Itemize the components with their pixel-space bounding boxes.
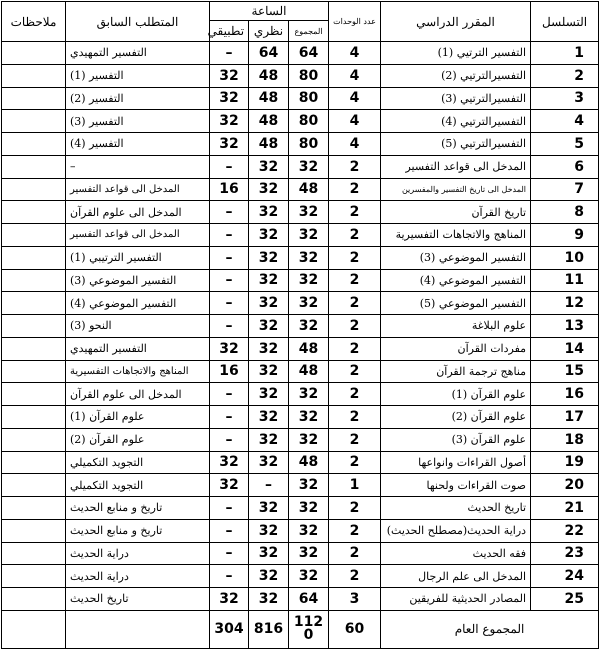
row-notes <box>2 246 66 269</box>
row-course: التفسيرالترتيي (3) <box>381 87 531 110</box>
row-serial: 7 <box>531 178 599 201</box>
row-prerequisite: التفسير (3) <box>66 110 210 133</box>
row-practical-hours: 16 <box>210 178 249 201</box>
row-course: فقه الحديث <box>381 542 531 565</box>
row-theory-hours: 32 <box>249 178 289 201</box>
row-notes <box>2 292 66 315</box>
row-units: 2 <box>329 178 381 201</box>
row-total-hours: 80 <box>289 133 329 156</box>
row-total-hours: 32 <box>289 292 329 315</box>
row-course: التفسيرالترتيي (4) <box>381 110 531 133</box>
row-practical-hours: 32 <box>210 64 249 87</box>
row-notes <box>2 64 66 87</box>
row-practical-hours: – <box>210 155 249 178</box>
row-practical-hours: 32 <box>210 474 249 497</box>
row-course: المدخل الى قواعد التفسير <box>381 155 531 178</box>
row-serial: 23 <box>531 542 599 565</box>
row-units: 2 <box>329 315 381 338</box>
row-notes <box>2 588 66 611</box>
row-course: التفسير الموضوعي (3) <box>381 246 531 269</box>
row-units: 2 <box>329 519 381 542</box>
row-units: 2 <box>329 292 381 315</box>
row-course: المناهج والاتجاهات التفسيرية <box>381 224 531 247</box>
row-serial: 15 <box>531 360 599 383</box>
row-notes <box>2 337 66 360</box>
header-practical: تطبيقي <box>210 21 249 42</box>
row-course: تاريخ القرآن <box>381 201 531 224</box>
row-total-hours: 64 <box>289 588 329 611</box>
row-practical-hours: – <box>210 224 249 247</box>
row-prerequisite: المدخل الى علوم القرآن <box>66 201 210 224</box>
curriculum-table <box>1 1 599 649</box>
table-row <box>2 269 599 292</box>
row-units: 2 <box>329 224 381 247</box>
row-notes <box>2 383 66 406</box>
row-units: 2 <box>329 428 381 451</box>
row-total-hours: 32 <box>289 565 329 588</box>
row-practical-hours: – <box>210 269 249 292</box>
row-theory-hours: 32 <box>249 360 289 383</box>
row-theory-hours: 32 <box>249 224 289 247</box>
table-row <box>2 110 599 133</box>
row-prerequisite: علوم القرآن (2) <box>66 428 210 451</box>
row-course: مفردات القرآن <box>381 337 531 360</box>
row-notes <box>2 315 66 338</box>
row-prerequisite: التفسير (2) <box>66 87 210 110</box>
row-notes <box>2 201 66 224</box>
row-course: التفسير الموضوعي (4) <box>381 269 531 292</box>
row-course: دراية الحديث(مصطلح الحديث) <box>381 519 531 542</box>
row-total-hours: 32 <box>289 519 329 542</box>
row-practical-hours: – <box>210 542 249 565</box>
table-row <box>2 87 599 110</box>
row-prerequisite: التفسير الترتيبي (1) <box>66 246 210 269</box>
table-row <box>2 224 599 247</box>
header-theory: نظري <box>249 21 289 42</box>
row-total-hours: 64 <box>289 42 329 65</box>
row-practical-hours: 32 <box>210 588 249 611</box>
row-units: 4 <box>329 42 381 65</box>
row-total-hours: 80 <box>289 87 329 110</box>
row-prerequisite: التفسير التمهيدي <box>66 337 210 360</box>
row-serial: 17 <box>531 406 599 429</box>
row-units: 4 <box>329 87 381 110</box>
row-notes <box>2 269 66 292</box>
row-total-hours: 32 <box>289 406 329 429</box>
row-theory-hours: 32 <box>249 542 289 565</box>
row-serial: 21 <box>531 497 599 520</box>
row-total-hours: 48 <box>289 360 329 383</box>
row-course: التفسيرالترتيي (5) <box>381 133 531 156</box>
row-total-hours: 32 <box>289 428 329 451</box>
row-total-hours: 80 <box>289 110 329 133</box>
row-notes <box>2 360 66 383</box>
row-course: علوم البلاغة <box>381 315 531 338</box>
row-notes <box>2 178 66 201</box>
row-course: أصول القراءات وانواعها <box>381 451 531 474</box>
row-total-hours: 32 <box>289 201 329 224</box>
table-row <box>2 360 599 383</box>
row-theory-hours: 48 <box>249 133 289 156</box>
row-theory-hours: 32 <box>249 406 289 429</box>
row-theory-hours: 32 <box>249 201 289 224</box>
row-theory-hours: 32 <box>249 246 289 269</box>
curriculum-table-wrapper <box>1 1 588 649</box>
row-practical-hours: – <box>210 497 249 520</box>
row-units: 2 <box>329 542 381 565</box>
row-theory-hours: 32 <box>249 565 289 588</box>
table-row <box>2 337 599 360</box>
row-total-hours: 32 <box>289 497 329 520</box>
row-practical-hours: 32 <box>210 87 249 110</box>
row-practical-hours: – <box>210 406 249 429</box>
row-practical-hours: – <box>210 246 249 269</box>
row-course: علوم القرآن (3) <box>381 428 531 451</box>
row-prerequisite: التجويد التكميلي <box>66 451 210 474</box>
row-prerequisite: – <box>66 155 210 178</box>
row-practical-hours: – <box>210 292 249 315</box>
row-units: 3 <box>329 588 381 611</box>
row-units: 2 <box>329 565 381 588</box>
row-practical-hours: – <box>210 383 249 406</box>
row-prerequisite: علوم القرآن (1) <box>66 406 210 429</box>
row-prerequisite: التفسير الموضوعي (4) <box>66 292 210 315</box>
table-row <box>2 155 599 178</box>
table-row <box>2 406 599 429</box>
row-theory-hours: 32 <box>249 519 289 542</box>
row-units: 2 <box>329 406 381 429</box>
table-row <box>2 133 599 156</box>
row-notes <box>2 542 66 565</box>
row-serial: 9 <box>531 224 599 247</box>
row-serial: 18 <box>531 428 599 451</box>
row-units: 2 <box>329 246 381 269</box>
row-serial: 19 <box>531 451 599 474</box>
row-practical-hours: – <box>210 42 249 65</box>
table-row <box>2 497 599 520</box>
row-units: 4 <box>329 133 381 156</box>
grand-total-theory: 816 <box>249 610 289 648</box>
header-units: عدد الوحدات <box>329 2 381 42</box>
row-prerequisite: المدخل الى قواعد التفسير <box>66 224 210 247</box>
row-notes <box>2 428 66 451</box>
row-serial: 3 <box>531 87 599 110</box>
row-prerequisite: المدخل الى قواعد التفسير <box>66 178 210 201</box>
table-row <box>2 64 599 87</box>
table-row <box>2 383 599 406</box>
table-row <box>2 315 599 338</box>
table-row <box>2 246 599 269</box>
row-prerequisite: المدخل الى علوم القرآن <box>66 383 210 406</box>
row-serial: 13 <box>531 315 599 338</box>
row-serial: 11 <box>531 269 599 292</box>
row-theory-hours: 32 <box>249 588 289 611</box>
row-course: التفسير الموضوعي (5) <box>381 292 531 315</box>
row-prerequisite: النحو (3) <box>66 315 210 338</box>
row-notes <box>2 406 66 429</box>
row-notes <box>2 224 66 247</box>
row-practical-hours: 32 <box>210 110 249 133</box>
row-serial: 25 <box>531 588 599 611</box>
row-notes <box>2 565 66 588</box>
row-notes <box>2 133 66 156</box>
row-notes <box>2 87 66 110</box>
row-serial: 24 <box>531 565 599 588</box>
header-total: المجموع <box>289 21 329 42</box>
table-row <box>2 474 599 497</box>
table-row <box>2 542 599 565</box>
row-units: 4 <box>329 110 381 133</box>
table-row <box>2 588 599 611</box>
row-total-hours: 32 <box>289 224 329 247</box>
row-course: المصادر الحديثية للفريقين <box>381 588 531 611</box>
row-practical-hours: – <box>210 428 249 451</box>
row-total-hours: 32 <box>289 246 329 269</box>
table-row <box>2 565 599 588</box>
row-practical-hours: – <box>210 315 249 338</box>
row-prerequisite: التفسير (1) <box>66 64 210 87</box>
row-theory-hours: 32 <box>249 337 289 360</box>
row-notes <box>2 497 66 520</box>
row-serial: 2 <box>531 64 599 87</box>
row-total-hours: 48 <box>289 337 329 360</box>
table-row <box>2 428 599 451</box>
row-notes <box>2 110 66 133</box>
row-notes <box>2 474 66 497</box>
row-prerequisite: التفسير التمهيدي <box>66 42 210 65</box>
table-row <box>2 178 599 201</box>
row-theory-hours: 48 <box>249 110 289 133</box>
header-course: المقرر الدراسي <box>381 2 531 42</box>
row-practical-hours: 32 <box>210 451 249 474</box>
row-course: تاريخ الحديث <box>381 497 531 520</box>
row-prerequisite: دراية الحديث <box>66 542 210 565</box>
row-units: 2 <box>329 201 381 224</box>
row-units: 2 <box>329 360 381 383</box>
row-units: 2 <box>329 497 381 520</box>
row-practical-hours: – <box>210 565 249 588</box>
row-units: 2 <box>329 383 381 406</box>
header-serial: التسلسل <box>531 2 599 42</box>
row-serial: 10 <box>531 246 599 269</box>
table-body <box>2 42 599 611</box>
row-total-hours: 32 <box>289 383 329 406</box>
row-theory-hours: 32 <box>249 155 289 178</box>
grand-total-prereq <box>66 610 210 648</box>
row-practical-hours: 32 <box>210 337 249 360</box>
row-theory-hours: 32 <box>249 428 289 451</box>
row-notes <box>2 519 66 542</box>
row-course: صوت القراءات ولحنها <box>381 474 531 497</box>
row-theory-hours: 64 <box>249 42 289 65</box>
row-units: 1 <box>329 474 381 497</box>
row-theory-hours: 48 <box>249 64 289 87</box>
row-serial: 5 <box>531 133 599 156</box>
row-serial: 14 <box>531 337 599 360</box>
row-theory-hours: 32 <box>249 315 289 338</box>
grand-total-practical: 304 <box>210 610 249 648</box>
row-course: علوم القرآن (1) <box>381 383 531 406</box>
row-notes <box>2 155 66 178</box>
table-row <box>2 42 599 65</box>
row-theory-hours: 32 <box>249 292 289 315</box>
row-course: التفسيرالترتيي (2) <box>381 64 531 87</box>
row-total-hours: 80 <box>289 64 329 87</box>
row-prerequisite: المناهج والاتجاهات التفسيرية <box>66 360 210 383</box>
row-prerequisite: دراية الحديث <box>66 565 210 588</box>
table-row <box>2 292 599 315</box>
row-theory-hours: 48 <box>249 87 289 110</box>
header-notes: ملاحظات <box>2 2 66 42</box>
grand-total-hours: 1120 <box>289 610 329 648</box>
row-serial: 8 <box>531 201 599 224</box>
row-total-hours: 48 <box>289 451 329 474</box>
header-hours: الساعة <box>210 2 329 21</box>
row-serial: 12 <box>531 292 599 315</box>
row-units: 2 <box>329 451 381 474</box>
row-total-hours: 32 <box>289 269 329 292</box>
row-prerequisite: التفسير (4) <box>66 133 210 156</box>
row-course: المدخل الى علم الرجال <box>381 565 531 588</box>
row-prerequisite: تاريخ الحديث <box>66 588 210 611</box>
table-row <box>2 451 599 474</box>
row-notes <box>2 451 66 474</box>
header-prerequisite: المتطلب السابق <box>66 2 210 42</box>
row-theory-hours: 32 <box>249 497 289 520</box>
row-practical-hours: 32 <box>210 133 249 156</box>
table-row <box>2 519 599 542</box>
row-practical-hours: – <box>210 519 249 542</box>
row-total-hours: 32 <box>289 542 329 565</box>
row-serial: 1 <box>531 42 599 65</box>
table-row <box>2 201 599 224</box>
row-serial: 20 <box>531 474 599 497</box>
row-serial: 6 <box>531 155 599 178</box>
row-theory-hours: 32 <box>249 269 289 292</box>
row-serial: 16 <box>531 383 599 406</box>
row-total-hours: 48 <box>289 178 329 201</box>
grand-total-label: المجموع العام <box>381 610 599 648</box>
row-practical-hours: 16 <box>210 360 249 383</box>
row-total-hours: 32 <box>289 315 329 338</box>
row-total-hours: 32 <box>289 155 329 178</box>
grand-total-units: 60 <box>329 610 381 648</box>
row-course: علوم القرآن (2) <box>381 406 531 429</box>
row-prerequisite: التفسير الموضوعي (3) <box>66 269 210 292</box>
row-prerequisite: التجويد التكميلي <box>66 474 210 497</box>
row-theory-hours: 32 <box>249 451 289 474</box>
row-course: مناهج ترجمة القرآن <box>381 360 531 383</box>
row-course: المدخل الى تاريخ التفسير والمفسرين <box>381 178 531 201</box>
row-units: 2 <box>329 269 381 292</box>
row-theory-hours: – <box>249 474 289 497</box>
row-units: 2 <box>329 337 381 360</box>
row-prerequisite: تاريخ و منابع الحديث <box>66 497 210 520</box>
total-row <box>2 610 599 648</box>
row-units: 2 <box>329 155 381 178</box>
row-course: التفسير الترتيي (1) <box>381 42 531 65</box>
row-notes <box>2 42 66 65</box>
row-theory-hours: 32 <box>249 383 289 406</box>
row-units: 4 <box>329 64 381 87</box>
row-serial: 22 <box>531 519 599 542</box>
row-serial: 4 <box>531 110 599 133</box>
grand-total-notes <box>2 610 66 648</box>
row-prerequisite: تاريخ و منابع الحديث <box>66 519 210 542</box>
row-total-hours: 32 <box>289 474 329 497</box>
row-practical-hours: – <box>210 201 249 224</box>
